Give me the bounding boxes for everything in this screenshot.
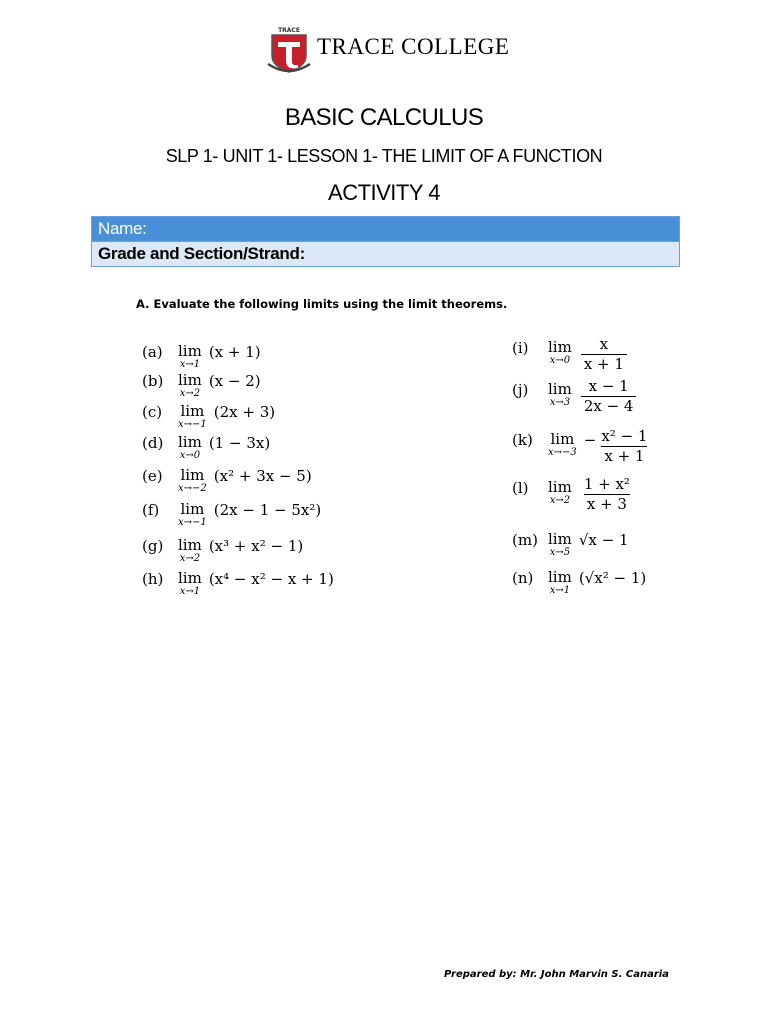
- lim-word: lim: [548, 338, 572, 356]
- problem-label: (e): [142, 467, 163, 485]
- problem-label: (g): [142, 537, 164, 555]
- limit-approach: x→−2: [178, 483, 207, 494]
- limit-operator: [178, 340, 202, 370]
- limit-operator: [178, 567, 202, 597]
- limit-operator: [178, 400, 207, 430]
- problem-label: (l): [512, 479, 529, 497]
- problem-label: (a): [142, 343, 163, 361]
- limit-problem: [142, 400, 275, 430]
- limit-expression: (x⁴ − x² − x + 1): [208, 570, 334, 588]
- numerator: x² − 1: [601, 427, 648, 445]
- problem-label: (m): [512, 531, 538, 549]
- limit-operator: [548, 566, 572, 596]
- limit-expression: (2x + 3): [213, 403, 276, 421]
- limit-approach: x→−1: [178, 517, 207, 528]
- limit-approach: x→−3: [548, 447, 577, 458]
- name-label: Name:: [98, 219, 147, 238]
- lim-word: lim: [550, 430, 575, 448]
- limit-approach: x→2: [549, 495, 571, 506]
- limit-approach: x→1: [179, 586, 201, 597]
- grade-row[interactable]: [92, 241, 679, 266]
- lim-word: lim: [180, 402, 205, 420]
- denominator: x + 1: [601, 446, 647, 465]
- fraction: [581, 476, 633, 512]
- limit-expression: (x − 2): [208, 372, 261, 390]
- limit-problem: [512, 378, 636, 414]
- limit-approach: x→3: [549, 397, 571, 408]
- limit-problem: [142, 498, 321, 528]
- limit-expression: (x³ + x² − 1): [208, 537, 304, 555]
- limit-problem: [142, 369, 261, 399]
- problem-label: (f): [142, 501, 160, 519]
- limit-problem: [512, 336, 627, 372]
- fraction: [598, 428, 650, 464]
- problem-label: (d): [142, 434, 164, 452]
- student-info-table: [91, 216, 680, 267]
- limit-operator: [178, 431, 202, 461]
- numerator: x − 1: [588, 377, 629, 395]
- denominator: x + 3: [584, 494, 630, 513]
- limit-operator: [548, 336, 572, 366]
- limit-problem: [512, 476, 633, 512]
- svg-text:TRACE: TRACE: [278, 27, 300, 34]
- limit-operator: [178, 464, 207, 494]
- fraction: [581, 336, 627, 372]
- lim-word: lim: [180, 466, 205, 484]
- limit-operator: [548, 528, 572, 558]
- lim-word: lim: [178, 371, 202, 389]
- limit-approach: x→2: [179, 388, 201, 399]
- limit-expression: (√x² − 1): [578, 569, 647, 587]
- limit-operator: [548, 378, 572, 408]
- grade-label: Grade and Section/Strand:: [98, 244, 305, 263]
- problem-label: (j): [512, 381, 529, 399]
- limit-operator: [178, 369, 202, 399]
- limit-expression: (1 − 3x): [208, 434, 271, 452]
- lim-word: lim: [548, 530, 572, 548]
- limit-approach: x→0: [179, 450, 201, 461]
- college-name: TRACE COLLEGE: [317, 34, 510, 59]
- lim-word: lim: [178, 569, 202, 587]
- limit-problem: [512, 528, 629, 558]
- footer-prepared-by: Prepared by: Mr. John Marvin S. Canaria: [444, 969, 669, 980]
- lim-word: lim: [548, 478, 572, 496]
- name-row[interactable]: [92, 217, 679, 241]
- limit-problem: [142, 464, 312, 494]
- limit-approach: x→1: [549, 585, 571, 596]
- lim-word: lim: [548, 380, 572, 398]
- limit-problem: [142, 431, 270, 461]
- limit-operator: [548, 428, 577, 458]
- limit-operator: [548, 476, 572, 506]
- limit-problem: [142, 534, 303, 564]
- problem-label: (b): [142, 372, 164, 390]
- limit-problem: [512, 566, 646, 596]
- limit-operator: [178, 498, 207, 528]
- limit-expression: √x − 1: [578, 531, 629, 549]
- lim-word: lim: [180, 500, 205, 518]
- limit-approach: x→2: [179, 553, 201, 564]
- denominator: x + 1: [581, 354, 627, 373]
- limit-expression: (x² + 3x − 5): [213, 467, 312, 485]
- lesson-title: SLP 1- UNIT 1- LESSON 1- THE LIMIT OF A FUNCTION: [165, 146, 603, 166]
- limit-expression: (2x − 1 − 5x²): [213, 501, 322, 519]
- course-title: BASIC CALCULUS: [284, 104, 484, 131]
- problem-label: (c): [142, 403, 163, 421]
- limit-approach: x→1: [179, 359, 201, 370]
- problem-label: (h): [142, 570, 164, 588]
- fraction: [581, 378, 637, 414]
- limit-problem: [512, 428, 650, 464]
- limit-operator: [178, 534, 202, 564]
- problem-label: (n): [512, 569, 534, 587]
- header: [0, 26, 768, 78]
- limit-problem: [142, 340, 261, 370]
- limit-approach: x→−1: [178, 419, 207, 430]
- limit-approach: x→5: [549, 547, 571, 558]
- limit-approach: x→0: [549, 355, 571, 366]
- sign: −: [583, 431, 597, 449]
- limit-expression: (x + 1): [208, 343, 261, 361]
- trace-college-logo: [264, 26, 314, 76]
- problem-label: (i): [512, 339, 529, 357]
- activity-title: ACTIVITY 4: [328, 180, 440, 205]
- problem-label: (k): [512, 431, 533, 449]
- lim-word: lim: [548, 568, 572, 586]
- lim-word: lim: [178, 342, 202, 360]
- lim-word: lim: [178, 536, 202, 554]
- denominator: 2x − 4: [581, 396, 637, 415]
- numerator: 1 + x²: [583, 475, 630, 493]
- instructions: A. Evaluate the following limits using the limit theorems.: [136, 297, 508, 311]
- limit-problem: [142, 567, 334, 597]
- lim-word: lim: [178, 433, 202, 451]
- numerator: x: [599, 335, 609, 353]
